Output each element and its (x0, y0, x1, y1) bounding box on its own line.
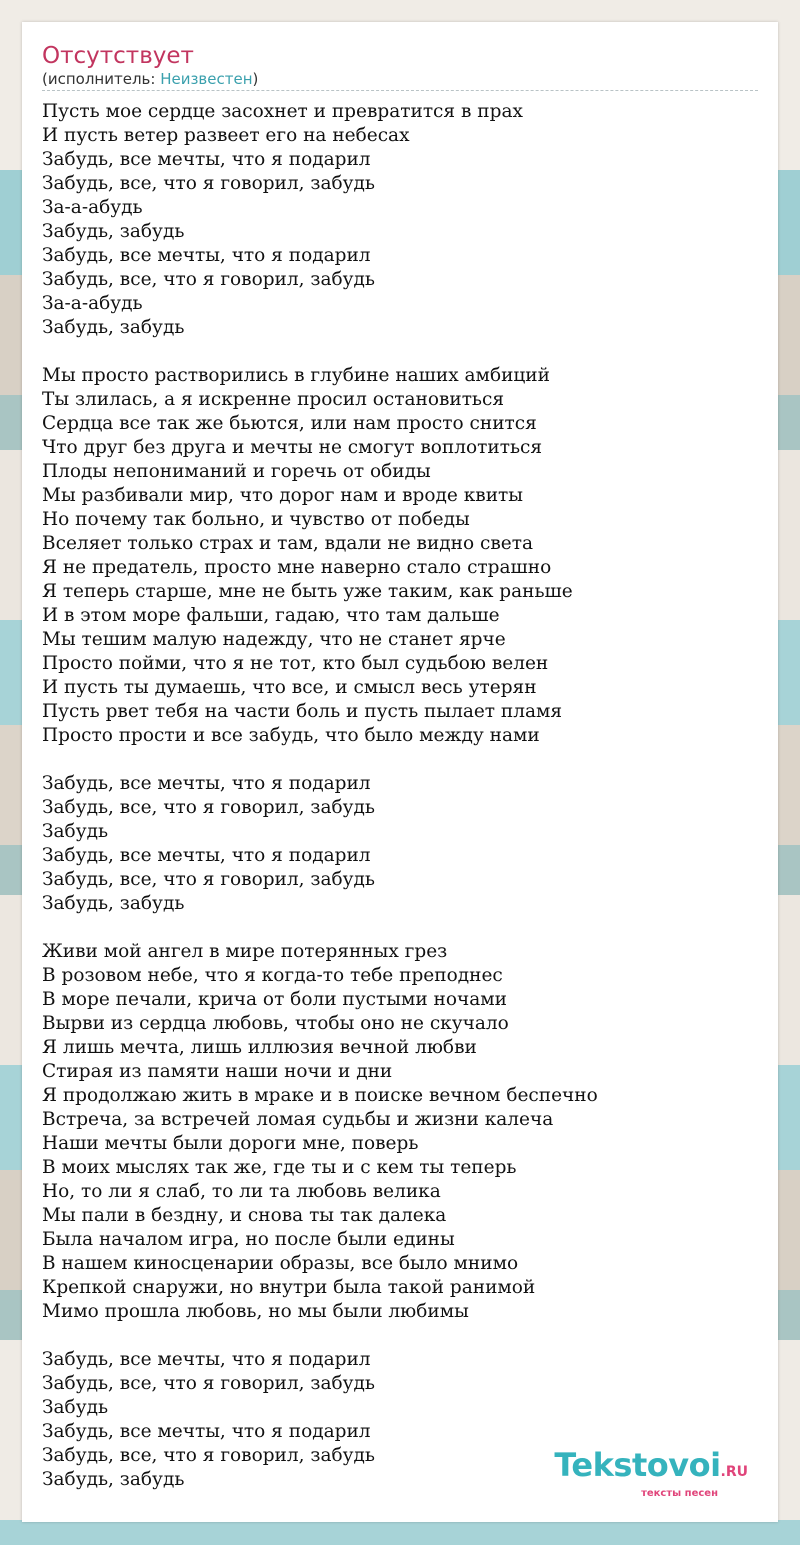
lyric-line: Забудь, все, что я говорил, забудь (42, 269, 375, 290)
logo-tagline: тексты песен (641, 1488, 718, 1499)
lyric-line: И пусть ветер развеет его на небесах (42, 125, 410, 146)
artist-suffix: ) (252, 70, 259, 88)
lyric-line: В нашем киносценарии образы, все было мнимо (42, 1253, 519, 1274)
lyric-line: Я продолжаю жить в мраке и в поиске вечном беспечно (42, 1085, 598, 1106)
artist-line (42, 70, 758, 88)
lyric-line: Живи мой ангел в мире потерянных грез (42, 941, 448, 962)
lyric-line: Забудь (42, 1397, 109, 1418)
lyric-line: Забудь, все мечты, что я подарил (42, 773, 371, 794)
song-header (42, 42, 758, 91)
lyric-line: В моих мыслях так же, где ты и с кем ты теперь (42, 1157, 517, 1178)
lyric-line: Мы разбивали мир, что дорог нам и вроде квиты (42, 485, 523, 506)
lyric-line: Вселяет только страх и там, вдали не видно света (42, 533, 534, 554)
lyric-line: Забудь, все мечты, что я подарил (42, 245, 371, 266)
lyric-line: Сердца все так же бьются, или нам просто снится (42, 413, 537, 434)
logo-tld: .RU (720, 1464, 748, 1480)
lyric-line: Стирая из памяти наши ночи и дни (42, 1061, 393, 1082)
lyric-line: Забудь, все мечты, что я подарил (42, 1421, 371, 1442)
lyric-line: Ты злилась, а я искренне просил остановиться (42, 389, 505, 410)
lyric-line: Я не предатель, просто мне наверно стало страшно (42, 557, 552, 578)
lyric-line: Забудь, все мечты, что я подарил (42, 149, 371, 170)
lyric-line: Мы тешим малую надежду, что не станет ярче (42, 629, 506, 650)
lyric-line: Что друг без друга и мечты не смогут воплотиться (42, 437, 543, 458)
lyric-line: Забудь, забудь (42, 221, 185, 242)
lyric-line: И пусть ты думаешь, что все, и смысл весь утерян (42, 677, 537, 698)
lyric-line: Встреча, за встречей ломая судьбы и жизни калеча (42, 1109, 554, 1130)
lyric-line: Пусть рвет тебя на части боль и пусть пылает пламя (42, 701, 563, 722)
lyric-line: Забудь, забудь (42, 1469, 185, 1490)
song-title: Отсутствует (42, 43, 194, 69)
lyric-line: Забудь, все, что я говорил, забудь (42, 797, 375, 818)
stanza-break (42, 916, 758, 940)
lyric-line: Но, то ли я слаб, то ли та любовь велика (42, 1181, 441, 1202)
lyric-line: Забудь, все, что я говорил, забудь (42, 1445, 375, 1466)
lyric-line: Забудь, все, что я говорил, забудь (42, 869, 375, 890)
lyric-line: Пусть мое сердце засохнет и превратится в прах (42, 101, 523, 122)
lyric-line: Плоды непониманий и горечь от обиды (42, 461, 431, 482)
lyric-line: В розовом небе, что я когда-то тебе преподнес (42, 965, 503, 986)
lyric-line: Наши мечты были дороги мне, поверь (42, 1133, 419, 1154)
lyric-line: Просто прости и все забудь, что было между нами (42, 725, 540, 746)
lyric-line: Мы просто растворились в глубине наших амбиций (42, 365, 550, 386)
lyric-line: Вырви из сердца любовь, чтобы оно не скучало (42, 1013, 509, 1034)
lyric-line: Я теперь старше, мне не быть уже таким, как раньше (42, 581, 573, 602)
lyric-line: За-а-абудь (42, 197, 143, 218)
artist-link[interactable]: Неизвестен (160, 70, 253, 88)
stanza-break (42, 1324, 758, 1348)
lyric-line: Крепкой снаружи, но внутри была такой ранимой (42, 1277, 536, 1298)
lyric-line: Была началом игра, но после были едины (42, 1229, 455, 1250)
logo-name: Tekstovoi (554, 1446, 721, 1484)
lyric-line: Но почему так больно, и чувство от победы (42, 509, 470, 530)
lyric-line: Мы пали в бездну, и снова ты так далека (42, 1205, 447, 1226)
lyric-line: Просто пойми, что я не тот, кто был судьбою велен (42, 653, 549, 674)
stanza-break (42, 340, 758, 364)
lyric-line: Забудь, все мечты, что я подарил (42, 845, 371, 866)
lyric-line: И в этом море фальши, гадаю, что там дальше (42, 605, 500, 626)
lyric-line: В море печали, крича от боли пустыми ночами (42, 989, 508, 1010)
lyric-line: Я лишь мечта, лишь иллюзия вечной любви (42, 1037, 477, 1058)
lyric-line: Забудь (42, 821, 109, 842)
site-logo[interactable] (554, 1446, 748, 1500)
lyric-line: Забудь, забудь (42, 893, 185, 914)
lyric-line: За-а-абудь (42, 293, 143, 314)
lyric-line: Забудь, все, что я говорил, забудь (42, 1373, 375, 1394)
lyric-line: Забудь, забудь (42, 317, 185, 338)
stanza-break (42, 748, 758, 772)
lyric-line: Забудь, все, что я говорил, забудь (42, 173, 375, 194)
artist-prefix: (исполнитель: (42, 70, 161, 88)
lyrics-card (22, 22, 778, 1522)
lyric-line: Забудь, все мечты, что я подарил (42, 1349, 371, 1370)
lyric-line: Мимо прошла любовь, но мы были любимы (42, 1301, 469, 1322)
logo-wordmark (554, 1446, 748, 1488)
lyrics-text (42, 100, 758, 1492)
